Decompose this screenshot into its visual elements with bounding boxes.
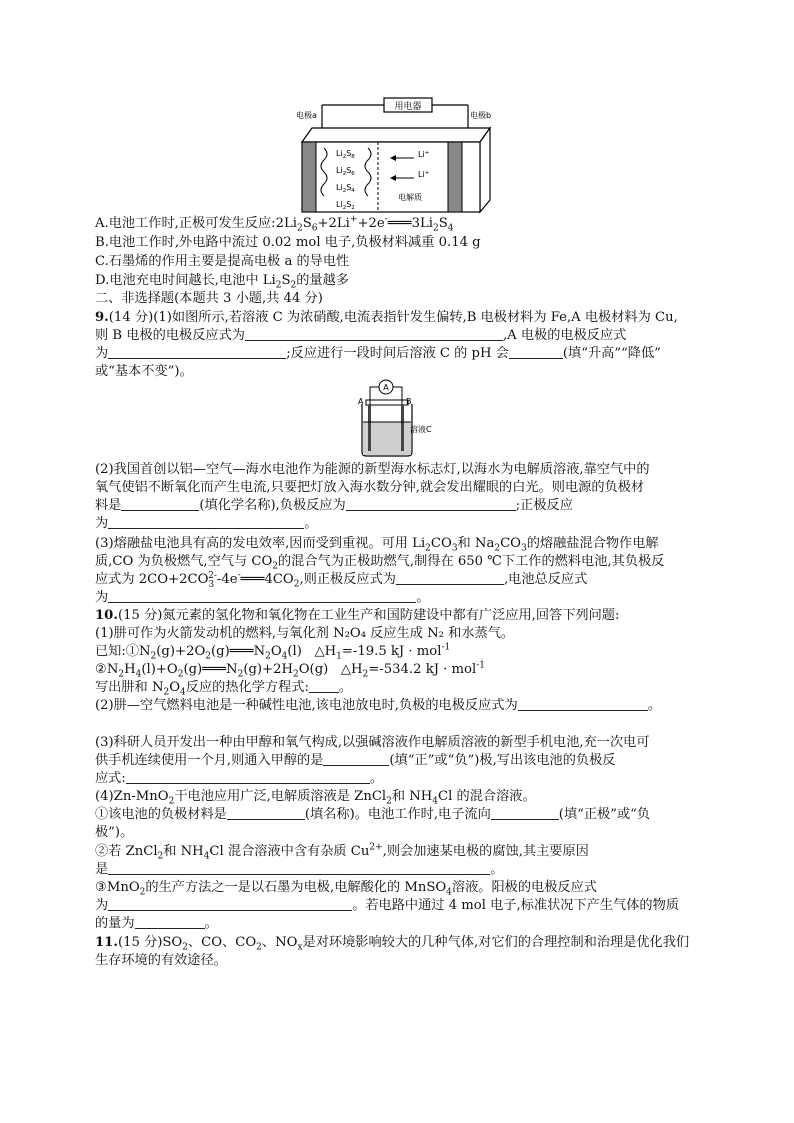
q10-line15: ③MnO$_2$的生产方法之一是以石墨为电极,电解酸化的 MnSO$_4$溶液。阳极的电极反应式 xyxy=(95,880,597,898)
q10-number: 10. xyxy=(95,608,118,623)
answer-blank[interactable] xyxy=(121,497,199,511)
option-d: D.电池充电时间越长,电池中 $Li_2S_2$的量越多 xyxy=(95,273,349,291)
answer-blank[interactable] xyxy=(227,806,305,820)
q10-line7: (3)科研人员开发出一种由甲醇和氧气构成,以强碱溶液作电解质溶液的新型手机电池,充一次电可 xyxy=(95,735,650,750)
answer-blank[interactable] xyxy=(491,806,559,820)
q9-line3: 为 ;反应进行一段时间后溶液 C 的 pH 会 (填“升高”“降低” xyxy=(95,346,661,361)
q9-line1: 9.(14 分)(1)如图所示,若溶液 C 为浓硝酸,电流表指针发生偏转,B 电极材料为 Fe,A 电极材料为 Cu, xyxy=(95,310,678,325)
option-b: B.电池工作时,外电路中流过 0.02 mol 电子,负极材料减重 0.14 g xyxy=(95,235,481,250)
electrode-b xyxy=(448,142,462,212)
q9-part2-line1: (2)我国首创以铝—空气—海水电池作为能源的新型海水标志灯,以海水为电解质溶液,靠空气中的 xyxy=(95,462,650,477)
electrolyte-label: 电解质 xyxy=(398,193,422,202)
electrode-a-label: 电极a xyxy=(296,111,317,120)
q10-line4: $②N_2H_4(l)+O_2(g)═══N_2(g)+2H_2O(g)$ $\triangle H_2=-534.2$ kJ · mol$^{-1}$ xyxy=(95,660,485,680)
answer-blank[interactable] xyxy=(126,770,370,784)
species-li2s2: $Li_2S_2$ xyxy=(336,200,355,211)
q11-line1: 11.(15 分)$SO_2$、CO、$CO_2$、$NO_x$是对环境影响较大的几种气体,对它们的合理控制和治理是优化我们 xyxy=(95,935,690,953)
answer-blank[interactable] xyxy=(245,327,503,341)
q10-line1: 10.(15 分)氮元素的氢化物和氧化物在工业生产和国防建设中都有广泛应用,回答下列问题: xyxy=(95,608,620,623)
electrode-a-label: A xyxy=(358,397,364,406)
option-a: A.电池工作时,正极可发生反应$:2Li_2S_6+2Li^++2e^-═══3Li_2S_4$ xyxy=(95,214,454,234)
answer-blank[interactable] xyxy=(108,897,352,911)
q10-line6: (2)肼—空气燃料电池是一种碱性电池,该电池放电时,负极的电极反应式为 。 xyxy=(95,698,661,713)
q10-line16: 为 。若电路中通过 4 mol 电子,标准状况下产生气体的物质 xyxy=(95,898,679,913)
answer-blank[interactable] xyxy=(108,345,286,359)
answer-blank[interactable] xyxy=(518,697,648,711)
q9-line2: 则 B 电极的电极反应式为 ,A 电极的电极反应式 xyxy=(95,328,627,343)
answer-blank[interactable] xyxy=(108,861,490,875)
cell-diagram xyxy=(352,378,452,458)
battery-diagram xyxy=(296,96,494,214)
q11-number: 11. xyxy=(95,935,118,950)
q10-line11: ①该电池的负极材料是 (填名称)。电池工作时,电子流向 (填“正极”或“负 xyxy=(95,807,651,822)
answer-blank[interactable] xyxy=(509,345,563,359)
ammeter-label: A xyxy=(383,383,389,392)
q9-part3-line3: 应式为 $2CO+2CO_3^{2-}-4e^-═══4CO_2$,则正极反应式为 ,电池总反应式 xyxy=(95,570,588,590)
q9-number: 9. xyxy=(95,310,109,325)
q9-part2-line2: 氧气使铝不断氧化而产生电流,只要把灯放入海水数分钟,就会发出耀眼的白光。则电源的负极材 xyxy=(95,480,645,495)
answer-blank[interactable] xyxy=(323,752,389,766)
li-ion-1: Li+ xyxy=(418,150,430,159)
device-label: 用电器 xyxy=(394,102,422,112)
electrode-b-label: 电极b xyxy=(470,111,492,120)
species-li2s6: $Li_2S_6$ xyxy=(336,166,355,177)
answer-blank[interactable] xyxy=(346,497,516,511)
answer-blank[interactable] xyxy=(108,515,304,529)
q10-line5: 写出肼和 $N_2O_4$反应的热化学方程式: 。 xyxy=(95,680,353,698)
q9-part2-line4: 为 。 xyxy=(95,516,318,531)
electrode-b-label: B xyxy=(406,397,412,406)
answer-blank[interactable] xyxy=(135,915,205,929)
q10-line13: ②若 ZnCl$_2$和 $NH_4Cl$ 混合溶液中含有杂质 $Cu^{2+}$,则会加速某电极的腐蚀,其主要原因 xyxy=(95,842,589,862)
q10-line17: 的量为 。 xyxy=(95,916,218,931)
option-c: C.石墨烯的作用主要是提高电极 a 的导电性 xyxy=(95,254,350,269)
answer-blank[interactable] xyxy=(309,679,339,693)
answer-blank[interactable] xyxy=(108,589,416,603)
q9-part2-line3: 料是 (填化学名称),负极反应为 ;正极反应 xyxy=(95,498,573,513)
answer-blank[interactable] xyxy=(396,571,504,585)
q10-line14: 是 。 xyxy=(95,862,504,877)
solution-label: 溶液C xyxy=(410,425,432,434)
q9-part3-line2: 质,CO 为负极燃气,空气与 $CO_2$的混合气为正极助燃气,制得在 650 ℃下工作的燃料电池,其负极反 xyxy=(95,554,665,572)
q10-line12: 极”)。 xyxy=(95,825,134,840)
q10-line8: 供手机连续使用一个月,则通入甲醇的是 (填“正”或“负”)极,写出该电池的负极反 xyxy=(95,753,616,768)
q9-part3-line1: (3)熔融盐电池具有高的发电效率,因而受到重视。可用 $Li_2CO_3$和 $Na_2CO_3$的熔融盐混合物作电解 xyxy=(95,536,659,554)
electrode-a xyxy=(302,142,316,212)
species-li2s8: $Li_2S_8$ xyxy=(336,149,355,160)
q9-part3-line4: 为 。 xyxy=(95,590,430,605)
q10-line10: (4)Zn-MnO$_2$干电池应用广泛,电解质溶液是 ZnCl$_2$和 $NH_4Cl$ 的混合溶液。 xyxy=(95,789,536,807)
species-li2s4: $Li_2S_4$ xyxy=(336,183,355,194)
q10-line9: 应式: 。 xyxy=(95,771,384,786)
q9-line4: 或“基本不变”)。 xyxy=(95,364,193,379)
li-ion-2: Li+ xyxy=(418,170,430,179)
q11-line2: 生存环境的有效途径。 xyxy=(95,953,227,968)
section-heading: 二、非选择题(本题共 3 小题,共 44 分) xyxy=(95,291,323,306)
q10-line2: (1)肼可作为火箭发动机的燃料,与氧化剂 N₂O₄ 反应生成 N₂ 和水蒸气。 xyxy=(95,626,515,641)
q10-line3: 已知$:①N_2(g)+2O_2(g)═══N_2O_4(l)$ $\triangle H_1=-19.5$ kJ · mol$^{-1}$ xyxy=(95,642,451,662)
